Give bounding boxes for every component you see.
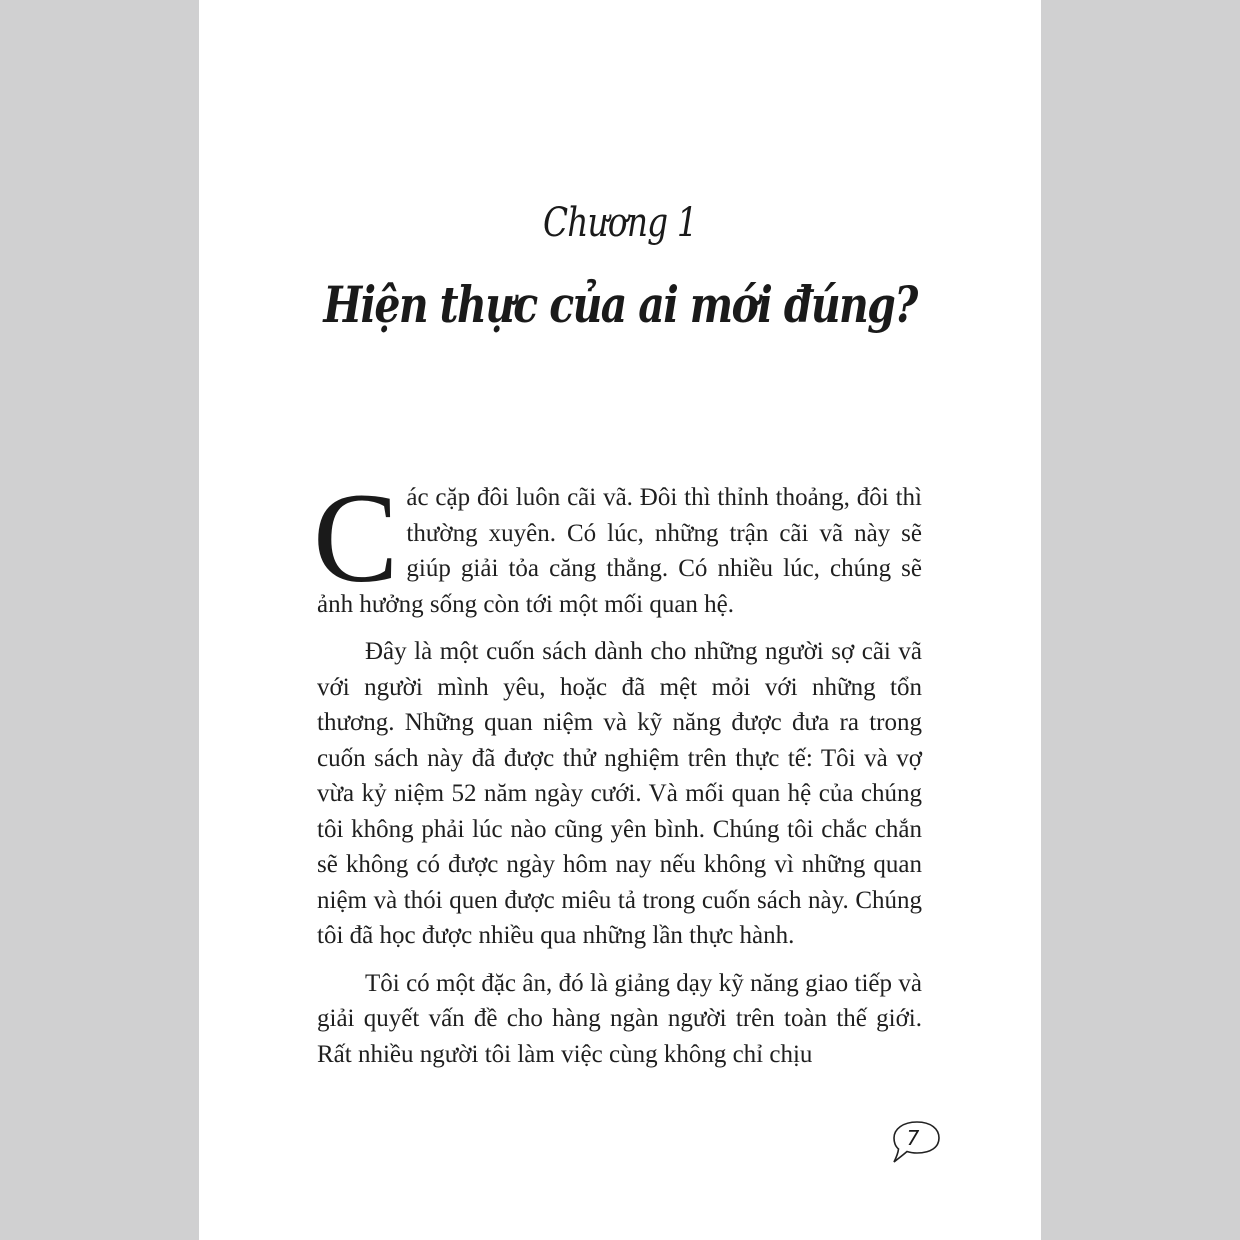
- paragraph-1: [313, 467, 922, 622]
- book-page: [199, 0, 1041, 1240]
- body-text: [313, 467, 922, 1084]
- paragraph-3: Tôi có một đặc ân, đó là giảng dạy kỹ năng giao tiếp và giải quyết vấn đề cho hàng ngàn người trên toàn thế giới. Rất nhiều người tôi làm việc cùng không chỉ chịu: [317, 969, 922, 1068]
- paragraph-2: Đây là một cuốn sách dành cho những người sợ cãi vã với người mình yêu, hoặc đã mệt mỏi với những tổn thương. Những quan niệm và kỹ năng được đưa ra trong cuốn sách này đã được thử nghiệm trên thực tế: Tôi và vợ vừa kỷ niệm 52 năm ngày cưới. Và mối quan hệ của chúng tôi không phải lúc nào cũng yên bình. Chúng tôi chắc chắn sẽ không có được ngày hôm nay nếu không vì những quan niệm và thói quen được miêu tả trong cuốn sách này. Chúng tôi đã học được nhiều qua những lần thực hành.: [317, 638, 922, 949]
- drop-cap: C: [313, 467, 399, 609]
- paragraph-1-text: ác cặp đôi luôn cãi vã. Đôi thì thỉnh thoảng, đôi thì thường xuyên. Có lúc, những trận cãi vã này sẽ giúp giải tỏa căng thẳng. Có nhiều lúc, chúng sẽ ảnh hưởng sống còn tới một mối quan hệ.: [317, 484, 922, 618]
- chapter-title: Hiện thực của ai mới đúng?: [323, 275, 917, 334]
- page-number: 7: [906, 1126, 920, 1150]
- page-badge: [889, 1118, 945, 1170]
- chapter-label: Chương 1: [543, 200, 697, 246]
